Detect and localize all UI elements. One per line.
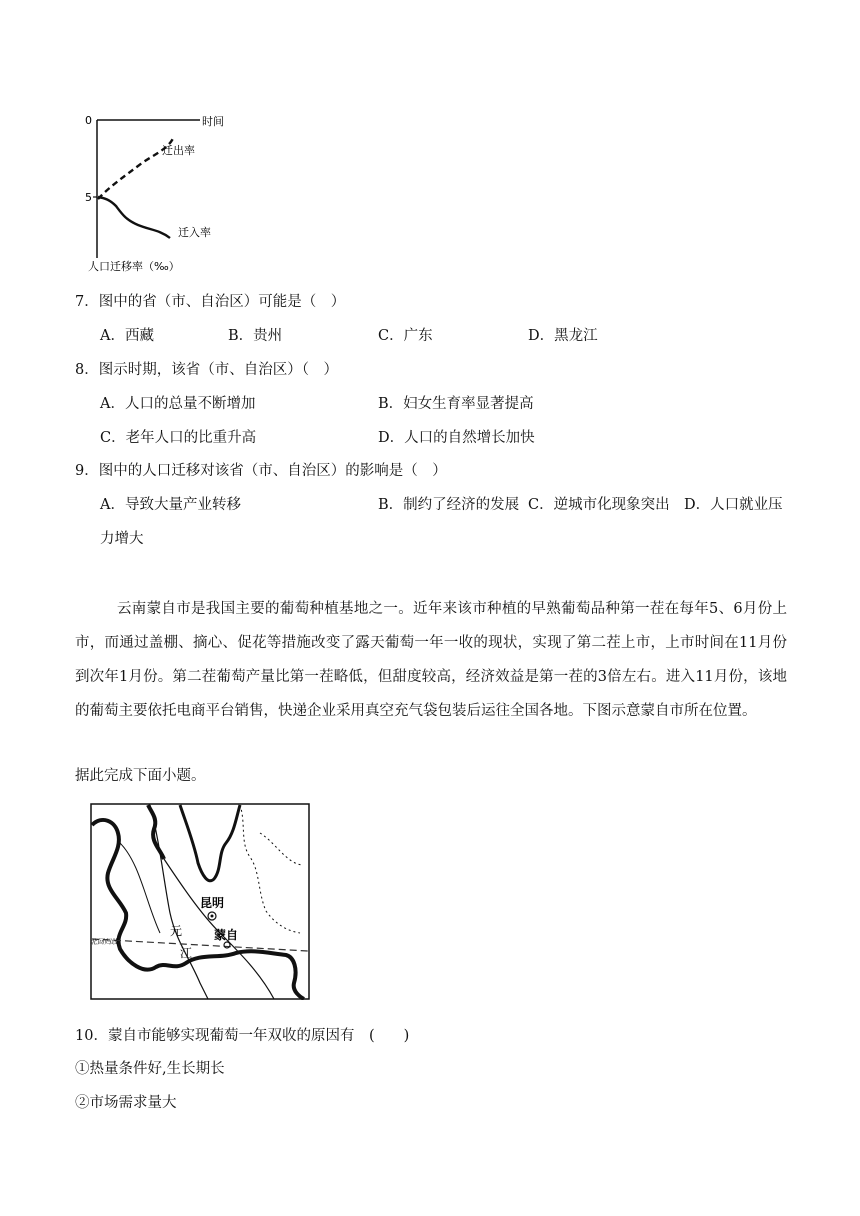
river-label-jiang: 江 [180,946,193,960]
kunming-label: 昆明 [200,896,225,910]
q7-option-d[interactable]: D．黑龙江 [528,328,598,344]
q8-option-b[interactable]: B．妇女生育率显著提高 [378,396,534,412]
q9-option-c[interactable]: C．逆城市化现象突出 [528,497,670,513]
q7-option-a[interactable]: A．西藏 [100,328,154,344]
axis-five-label: 5 [85,191,92,204]
emigration-label: 迁出率 [162,144,195,157]
q10-item-1[interactable]: ①热量条件好,生长期长 [75,1061,225,1077]
immigration-label: 迁入率 [178,226,211,239]
migration-chart-svg [80,108,250,276]
immigration-curve [98,197,170,238]
q7-option-c[interactable]: C．广东 [378,328,433,344]
tropic-label: 北回归线 [90,938,118,946]
q9-option-b[interactable]: B．制约了经济的发展 [378,497,520,513]
q8-option-c[interactable]: C．老年人口的比重升高 [100,430,257,446]
passage-instruction: 据此完成下面小题。 [75,768,206,784]
q8-option-d[interactable]: D．人口的自然增长加快 [378,430,535,446]
question-10-stem: 10．蒙自市能够实现葡萄一年双收的原因有 ( ) [75,1028,410,1044]
mengzi-label: 蒙自 [214,928,239,942]
q10-item-2[interactable]: ②市场需求量大 [75,1095,177,1111]
q9-option-d[interactable]: D．人口就业压 [684,497,783,513]
question-7-stem: 7．图中的省（市、自治区）可能是（ ） [75,294,346,310]
mengzi-location-map [90,803,310,1000]
passage-text: 云南蒙自市是我国主要的葡萄种植基地之一。近年来该市种植的早熟葡萄品种第一茬在每年5、6月份上市，而通过盖棚、摘心、促花等措施改变了露天葡萄一年一收的现状，实现了第二茬上市，上市时间在11月份到次年1月份。第二茬葡萄产量比第一茬略低，但甜度较高，经济效益是第一茬的3倍左右。进入11月份，该地的葡萄主要依托电商平台销售，快递企业采用真空充气袋包装后运往全国各地。下图示意蒙自市所在位置。 [75,601,787,719]
q9-option-d-continuation: 力增大 [100,531,144,547]
map-svg [90,803,310,1000]
river-label-yuan: 元 [170,924,183,938]
y-axis-label: 人口迁移率（‰） [88,260,180,273]
question-9-stem: 9．图中的人口迁移对该省（市、自治区）的影响是（ ） [75,463,447,479]
axis-zero-label: 0 [85,114,92,127]
question-8-stem: 8．图示时期，该省（市、自治区）（ ） [75,362,338,378]
migration-rate-chart [80,108,250,276]
kunming-marker-dot [211,915,214,918]
x-axis-label: 时间 [202,115,224,128]
q9-option-a[interactable]: A．导致大量产业转移 [100,497,241,513]
q7-option-b[interactable]: B．贵州 [228,328,283,344]
q8-option-a[interactable]: A．人口的总量不断增加 [100,396,256,412]
